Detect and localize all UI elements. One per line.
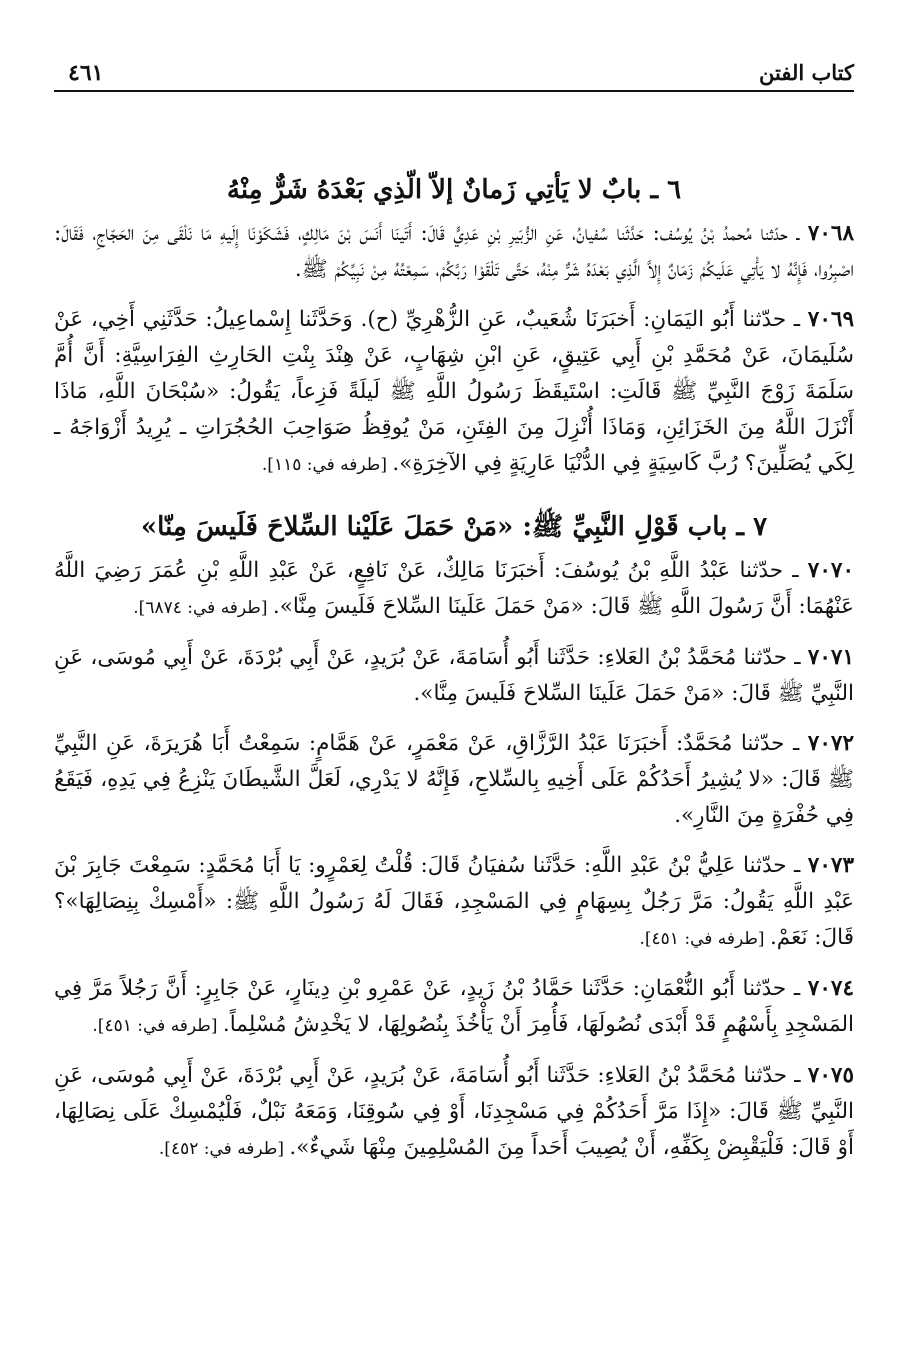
hadith-number: ٧٠٧١ bbox=[807, 645, 854, 670]
hadith-text: ـ حدّثنا أَبُو اليَمَانِ: أَخبَرَنَا شُعَيبٌ، عَنِ الزُّهْرِيِّ (ح). وَحَدَّثَنا إِسْماعِيلُ: حَدَّثَنِي أَخِي، عَنْ سُلَيمَانَ، عَنْ مُحَمَّدِ بْنِ أَبِي عَتِيقٍ، عَنِ ابْنِ شِهَابٍ، عَنْ هِنْدَ بِنْتِ الحَارِثِ الفِرَاسِيَّةِ: أَنَّ أُمَّ سَلَمَةَ زَوْجَ النَّبِيِّ ﷺ قَالَتِ: اسْتَيقَظَ رَسُولُ اللَّهِ ﷺ لَيلَةً فَزِعاً، يَقُولُ: «سُبْحَانَ اللَّهِ، مَاذَا أَنْزَلَ اللَّهُ مِنَ الخَزَائِنِ، وَمَاذَا أُنْزِلَ مِنَ الفِتَنِ، مَنْ يُوقِظُ صَوَاحِبَ الحُجُرَاتِ ـ يُرِيدُ أَزْوَاجَهُ ـ لِكَي يُصَلِّينَ؟ رُبَّ كَاسِيَةٍ فِي الدُّنْيَا عَارِيَةٍ فِي الآخِرَةِ». bbox=[54, 307, 854, 476]
cross-reference: [طرفه في: ١١٥]. bbox=[261, 455, 393, 475]
hadith-text: ـ حدّثنا مُحَمَّدُ بْنُ العَلاءِ: حَدَّثَنا أَبُو أُسَامَةَ، عَنْ بُرَيدٍ، عَنْ أَبِي بُرْدَةَ، عَنْ أَبِي مُوسَى، عَنِ النَّبِيِّ ﷺ قَالَ: «إِذَا مَرَّ أَحَدُكُمْ فِي مَسْجِدِنَا، أَوْ فِي سُوقِنَا، وَمَعَهُ نَبْلٌ، فَلْيُمْسِكْ عَلَى نِصَالِهَا، أَوْ قَالَ: فَلْيَقْبِضْ بِكَفِّهِ، أَنْ يُصِيبَ أَحَداً مِنَ المُسْلِمِينَ مِنْهَا شَيءٌ». bbox=[54, 1063, 854, 1160]
hadith-7068 bbox=[54, 216, 854, 288]
hadith-7070 bbox=[54, 553, 854, 626]
hadith-7073 bbox=[54, 848, 854, 957]
hadith-7074 bbox=[54, 971, 854, 1044]
hadith-7072 bbox=[54, 726, 854, 834]
book-title: كتاب الفتن bbox=[759, 60, 854, 85]
hadith-number: ٧٠٧٤ bbox=[807, 976, 854, 1001]
hadith-text: ـ حدّثنا عَلِيُّ بْنُ عَبْدِ اللَّهِ: حَدَّثَنا سُفيَانُ قَالَ: قُلْتُ لِعَمْرٍو: يَا أَبَا مُحَمَّدٍ: سَمِعْتَ جَابِرَ بْنَ عَبْدِ اللَّهِ يَقُولُ: مَرَّ رَجُلٌ بِسِهَامٍ فِي المَسْجِدِ، فَقَالَ لَهُ رَسُولُ اللَّهِ ﷺ: «أَمْسِكْ بِنِصَالِهَا»؟ قَالَ: نَعَمْ. bbox=[54, 853, 854, 950]
hadith-number: ٧٠٦٨ bbox=[807, 221, 854, 246]
hadith-number: ٧٠٧٢ bbox=[807, 731, 854, 756]
chapter-heading-6: ٦ ـ بابٌ لا يَأتِي زَمانٌ إلاّ الّذِي بَعْدَهُ شَرٌّ مِنْهُ bbox=[226, 175, 682, 205]
hadith-text: ـ حدّثنا عَبْدُ اللَّهِ بْنُ يُوسُفَ: أَخبَرَنَا مَالِكٌ، عَنْ نَافِعٍ، عَنْ عَبْدِ اللَّهِ بْنِ عُمَرَ رَضِيَ اللَّهُ عَنْهُمَا: أَنَّ رَسُولَ اللَّهِ ﷺ قَالَ: «مَنْ حَمَلَ عَلَينَا السِّلاحَ فَلَيسَ مِنَّا». bbox=[54, 558, 854, 619]
chapter-heading-7: ٧ ـ باب قَوْلِ النَّبِيِّ ﷺ: «مَنْ حَمَلَ عَلَيْنا السِّلاحَ فَلَيسَ مِنّا» bbox=[140, 512, 768, 542]
hadith-7071 bbox=[54, 640, 854, 712]
hadith-7069 bbox=[54, 302, 854, 483]
hadith-number: ٧٠٧٠ bbox=[807, 558, 854, 583]
cross-reference: [طرفه في: ٤٥١]. bbox=[92, 1016, 223, 1036]
cross-reference: [طرفه في: ٦٨٧٤]. bbox=[133, 598, 273, 618]
hadith-7075 bbox=[54, 1058, 854, 1167]
hadith-text: ـ حدّثنا مُحَمَّدٌ: أَخبَرَنَا عَبْدُ الرَّزَّاقِ، عَنْ مَعْمَرٍ، عَنْ هَمَّامٍ: سَمِعْتُ أَبَا هُرَيرَةَ، عَنِ النَّبِيِّ ﷺ قَالَ: «لا يُشِيرُ أَحَدُكُمْ عَلَى أَخِيهِ بِالسِّلاحِ، فَإِنَّهُ لا يَدْرِي، لَعَلَّ الشَّيطَانَ يَنْزِعُ فِي يَدِهِ، فَيَقَعُ فِي حُفْرَةٍ مِنَ النَّارِ». bbox=[54, 731, 854, 828]
page-number: ٤٦١ bbox=[68, 60, 104, 86]
hadith-text: ـ حدّثنا مُحمدُ بْنُ يُوسُف: حَدَّثَنا سُفيانُ، عَنِ الزُّبَيرِ بْنِ عَدِيٍّ قَالَ: أَتَينَا أَنَسَ بْنَ مَالِكٍ، فَشَكَوْنَا إِلَيهِ مَا نَلْقَى مِنَ الحَجّاجِ، فَقَالَ: اصْبِرُوا، فَإِنَّهُ لا يَأْتِي عَلَيكُمْ زَمَانٌ إِلاَّ الَّذِي بَعْدَهُ شَرٌّ مِنْهُ، حَتَّى تَلْقَوْا رَبَّكُمْ، سَمِعْتُهُ مِنْ نَبِيِّكُمْ ﷺ. bbox=[54, 221, 854, 282]
hadith-text: ـ حدّثنا أَبُو النُّعْمَانِ: حَدَّثَنا حَمَّادُ بْنُ زَيدٍ، عَنْ عَمْرِو بْنِ دِينَارٍ، عَنْ جَابِرٍ: أَنَّ رَجُلاً مَرَّ فِي المَسْجِدِ بِأَسْهُمٍ قَدْ أَبْدَى نُصُولَهَا، فَأُمِرَ أَنْ يَأْخُذَ بِنُصُولِهَا، لا يَخْدِشُ مُسْلِماً. bbox=[54, 976, 854, 1037]
cross-reference: [طرفه في: ٤٥١]. bbox=[639, 929, 770, 949]
page-header bbox=[54, 58, 854, 92]
hadith-text: ـ حدّثنا مُحَمَّدُ بْنُ العَلاءِ: حَدَّثَنا أَبُو أُسَامَةَ، عَنْ بُرَيدٍ، عَنْ أَبِي بُرْدَةَ، عَنْ أَبِي مُوسَى، عَنِ النَّبِيِّ ﷺ قَالَ: «مَنْ حَمَلَ عَلَينَا السِّلاحَ فَلَيسَ مِنَّا». bbox=[54, 645, 854, 706]
hadith-number: ٧٠٦٩ bbox=[807, 307, 854, 332]
cross-reference: [طرفه في: ٤٥٢]. bbox=[158, 1139, 290, 1159]
hadith-number: ٧٠٧٣ bbox=[807, 853, 854, 878]
hadith-number: ٧٠٧٥ bbox=[807, 1063, 854, 1088]
